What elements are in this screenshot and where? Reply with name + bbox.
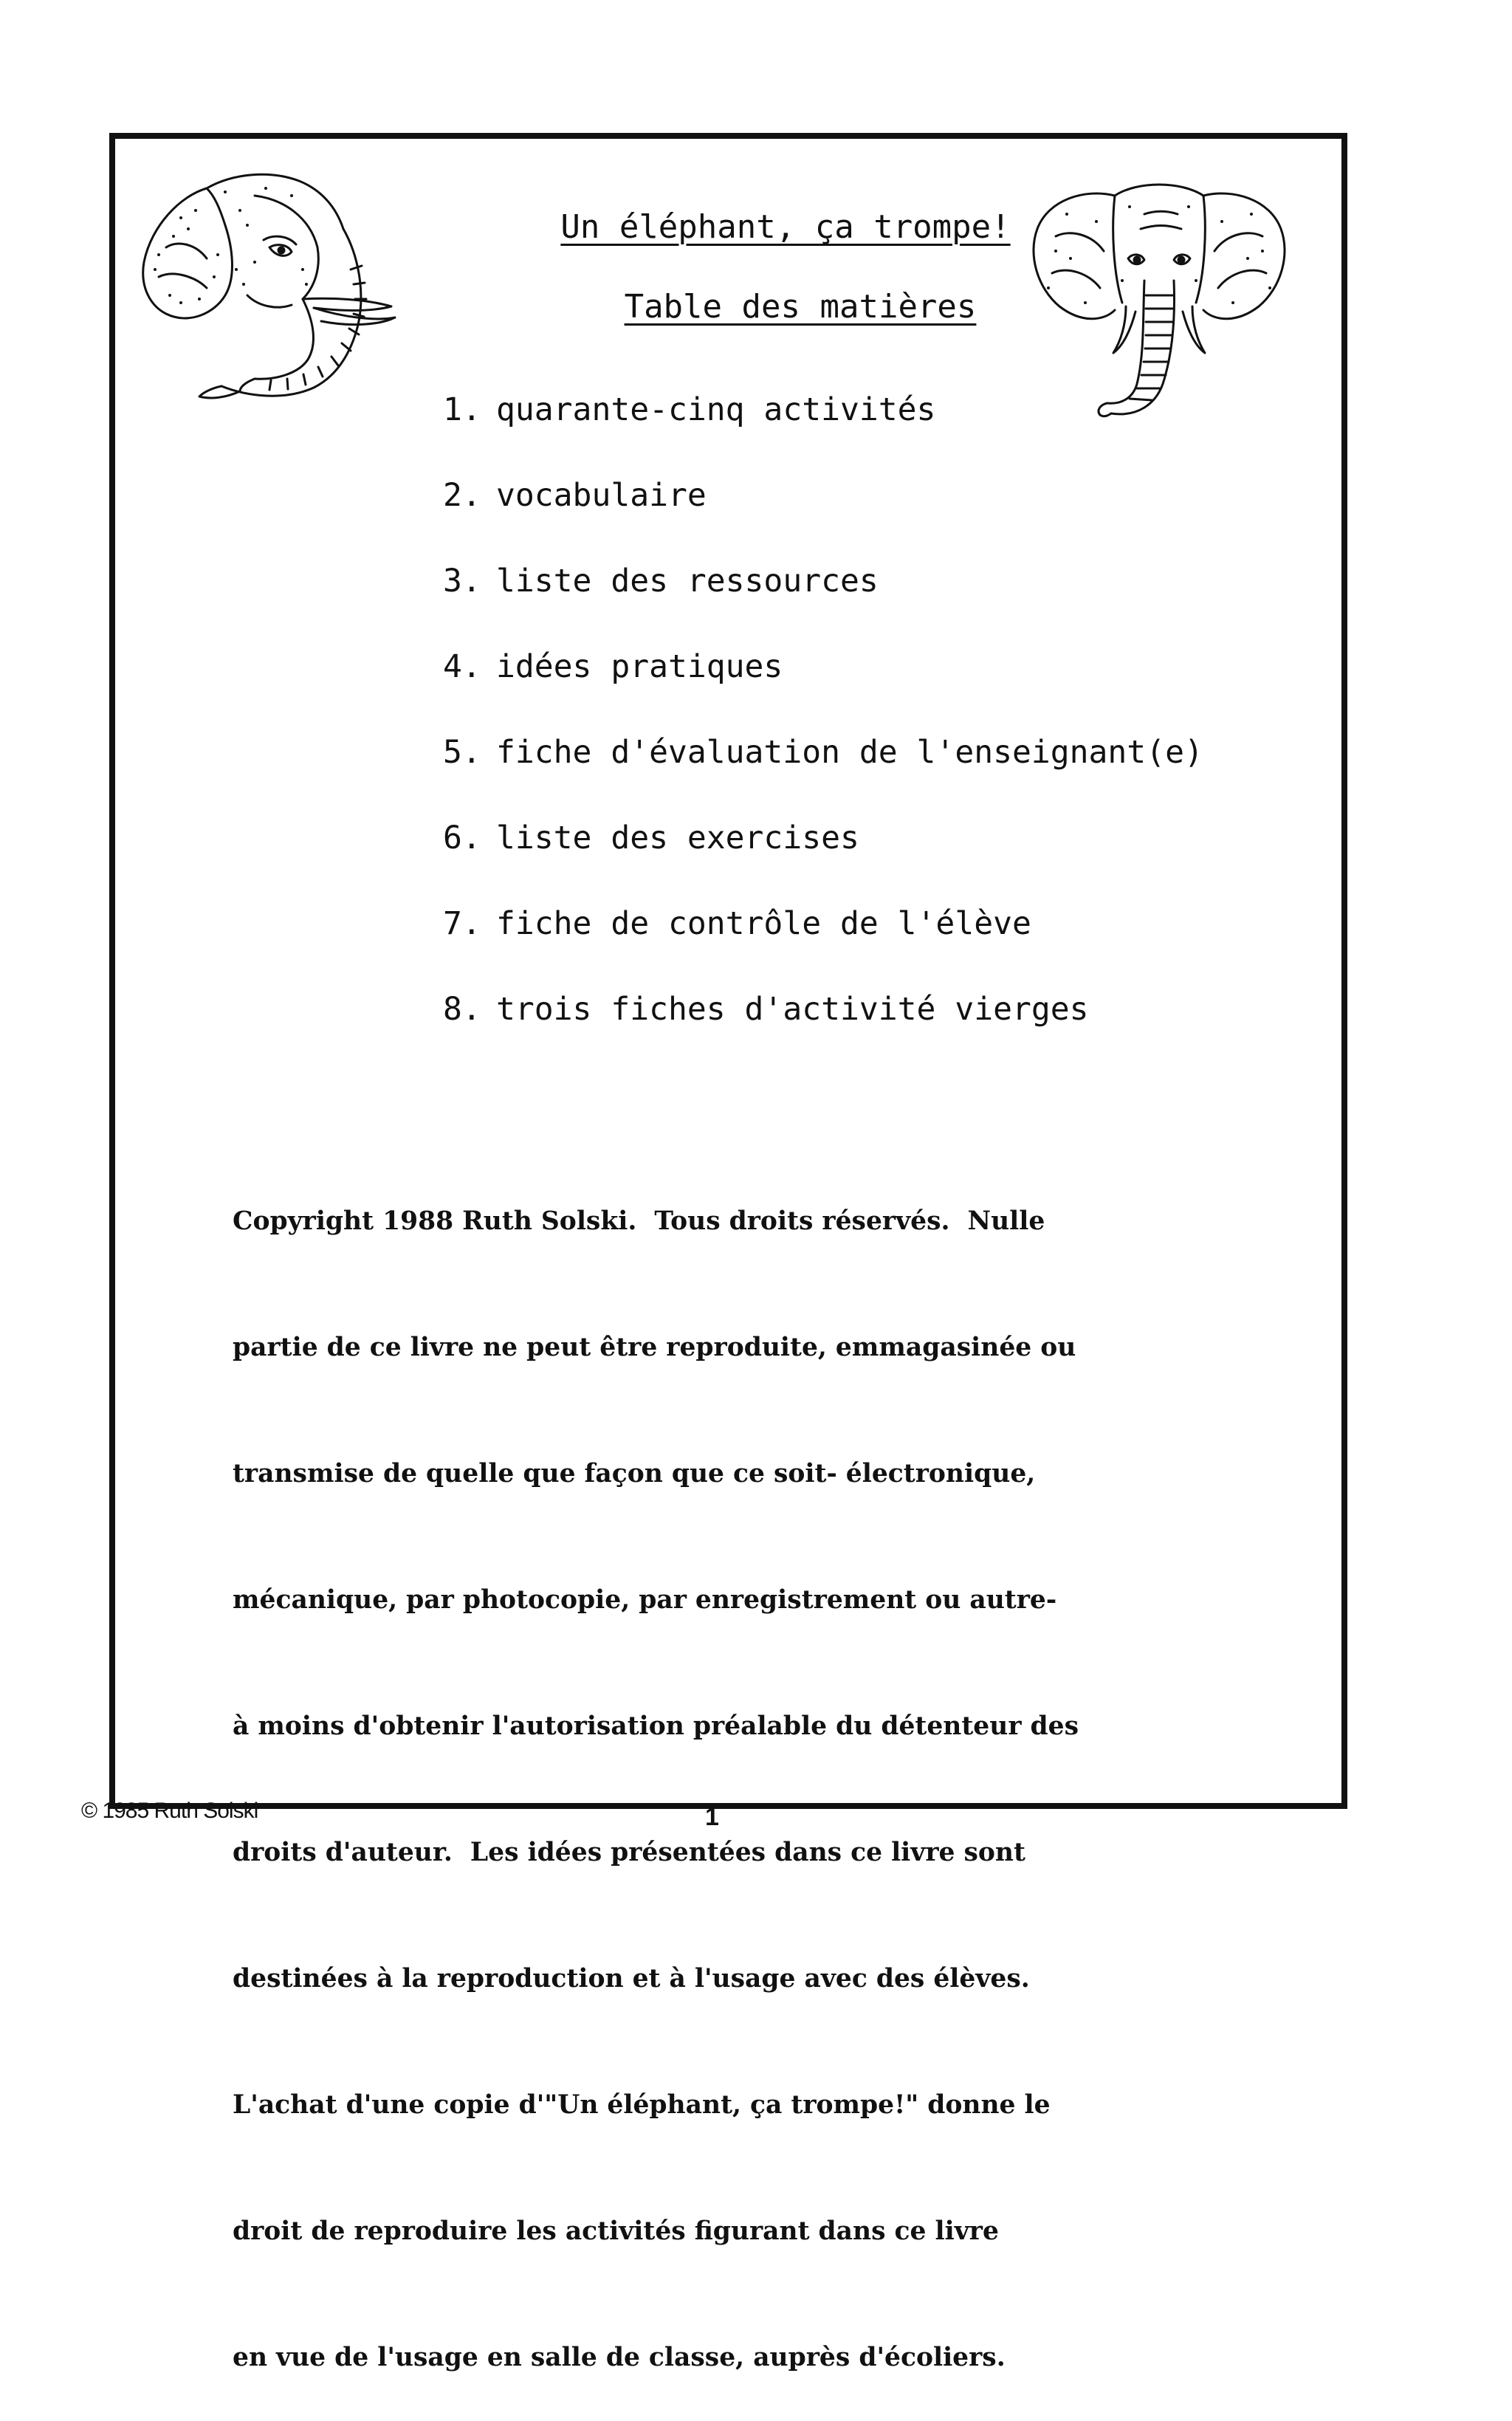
page-number: 1 (705, 1803, 719, 1831)
book-title: Un éléphant, ça trompe! (560, 208, 1011, 246)
copyright-line: mécanique, par photocopie, par enregistrement ou autre- (233, 1585, 1057, 1615)
toc-item (443, 905, 1203, 991)
toc-item-number: 7. (443, 905, 481, 942)
footer-copyright: © 1985 Ruth Solski (81, 1799, 258, 1823)
toc-item (443, 820, 1203, 905)
toc-item-label: quarante-cinq activités (496, 391, 936, 428)
copyright-line: en vue de l'usage en salle de classe, auprès d'écoliers. (233, 2343, 1006, 2372)
toc-item (443, 734, 1203, 820)
toc-item-label: vocabulaire (496, 477, 707, 514)
copyright-line: transmise de quelle que façon que ce soit- électronique, (233, 1459, 1036, 1488)
toc-item-number: 4. (443, 648, 481, 685)
toc-item-number: 8. (443, 991, 481, 1028)
toc-item-label: fiche d'évaluation de l'enseignant(e) (496, 734, 1203, 771)
table-of-contents (443, 391, 1203, 1076)
copyright-line: droits d'auteur. Les idées présentées dans ce livre sont (233, 1838, 1025, 1867)
copyright-line: droit de reproduire les activités figurant dans ce livre (233, 2216, 999, 2246)
toc-item-number: 6. (443, 820, 481, 856)
toc-item-label: liste des exercises (496, 820, 859, 856)
toc-item-label: fiche de contrôle de l'élève (496, 905, 1031, 942)
toc-item (443, 477, 1203, 563)
toc-item-number: 1. (443, 391, 481, 428)
toc-item-number: 5. (443, 734, 481, 771)
toc-item (443, 991, 1203, 1076)
copyright-line: destinées à la reproduction et à l'usage avec des élèves. (233, 1964, 1030, 1994)
toc-item-label: trois fiches d'activité vierges (496, 991, 1089, 1028)
copyright-line: à moins d'obtenir l'autorisation préalable du détenteur des (233, 1711, 1079, 1741)
copyright-line: Copyright 1988 Ruth Solski. Tous droits réservés. Nulle (233, 1206, 1045, 1236)
toc-item (443, 391, 1203, 477)
toc-heading: Table des matières (624, 288, 977, 326)
toc-item (443, 563, 1203, 648)
toc-item-number: 3. (443, 563, 481, 600)
copyright-line: L'achat d'une copie d'"Un éléphant, ça trompe!" donne le (233, 2090, 1051, 2120)
copyright-notice (233, 1116, 1281, 2421)
copyright-line: partie de ce livre ne peut être reproduite, emmagasinée ou (233, 1333, 1076, 1362)
toc-item (443, 648, 1203, 734)
toc-item-label: idées pratiques (496, 648, 783, 685)
toc-item-label: liste des ressources (496, 563, 879, 600)
toc-item-number: 2. (443, 477, 481, 514)
